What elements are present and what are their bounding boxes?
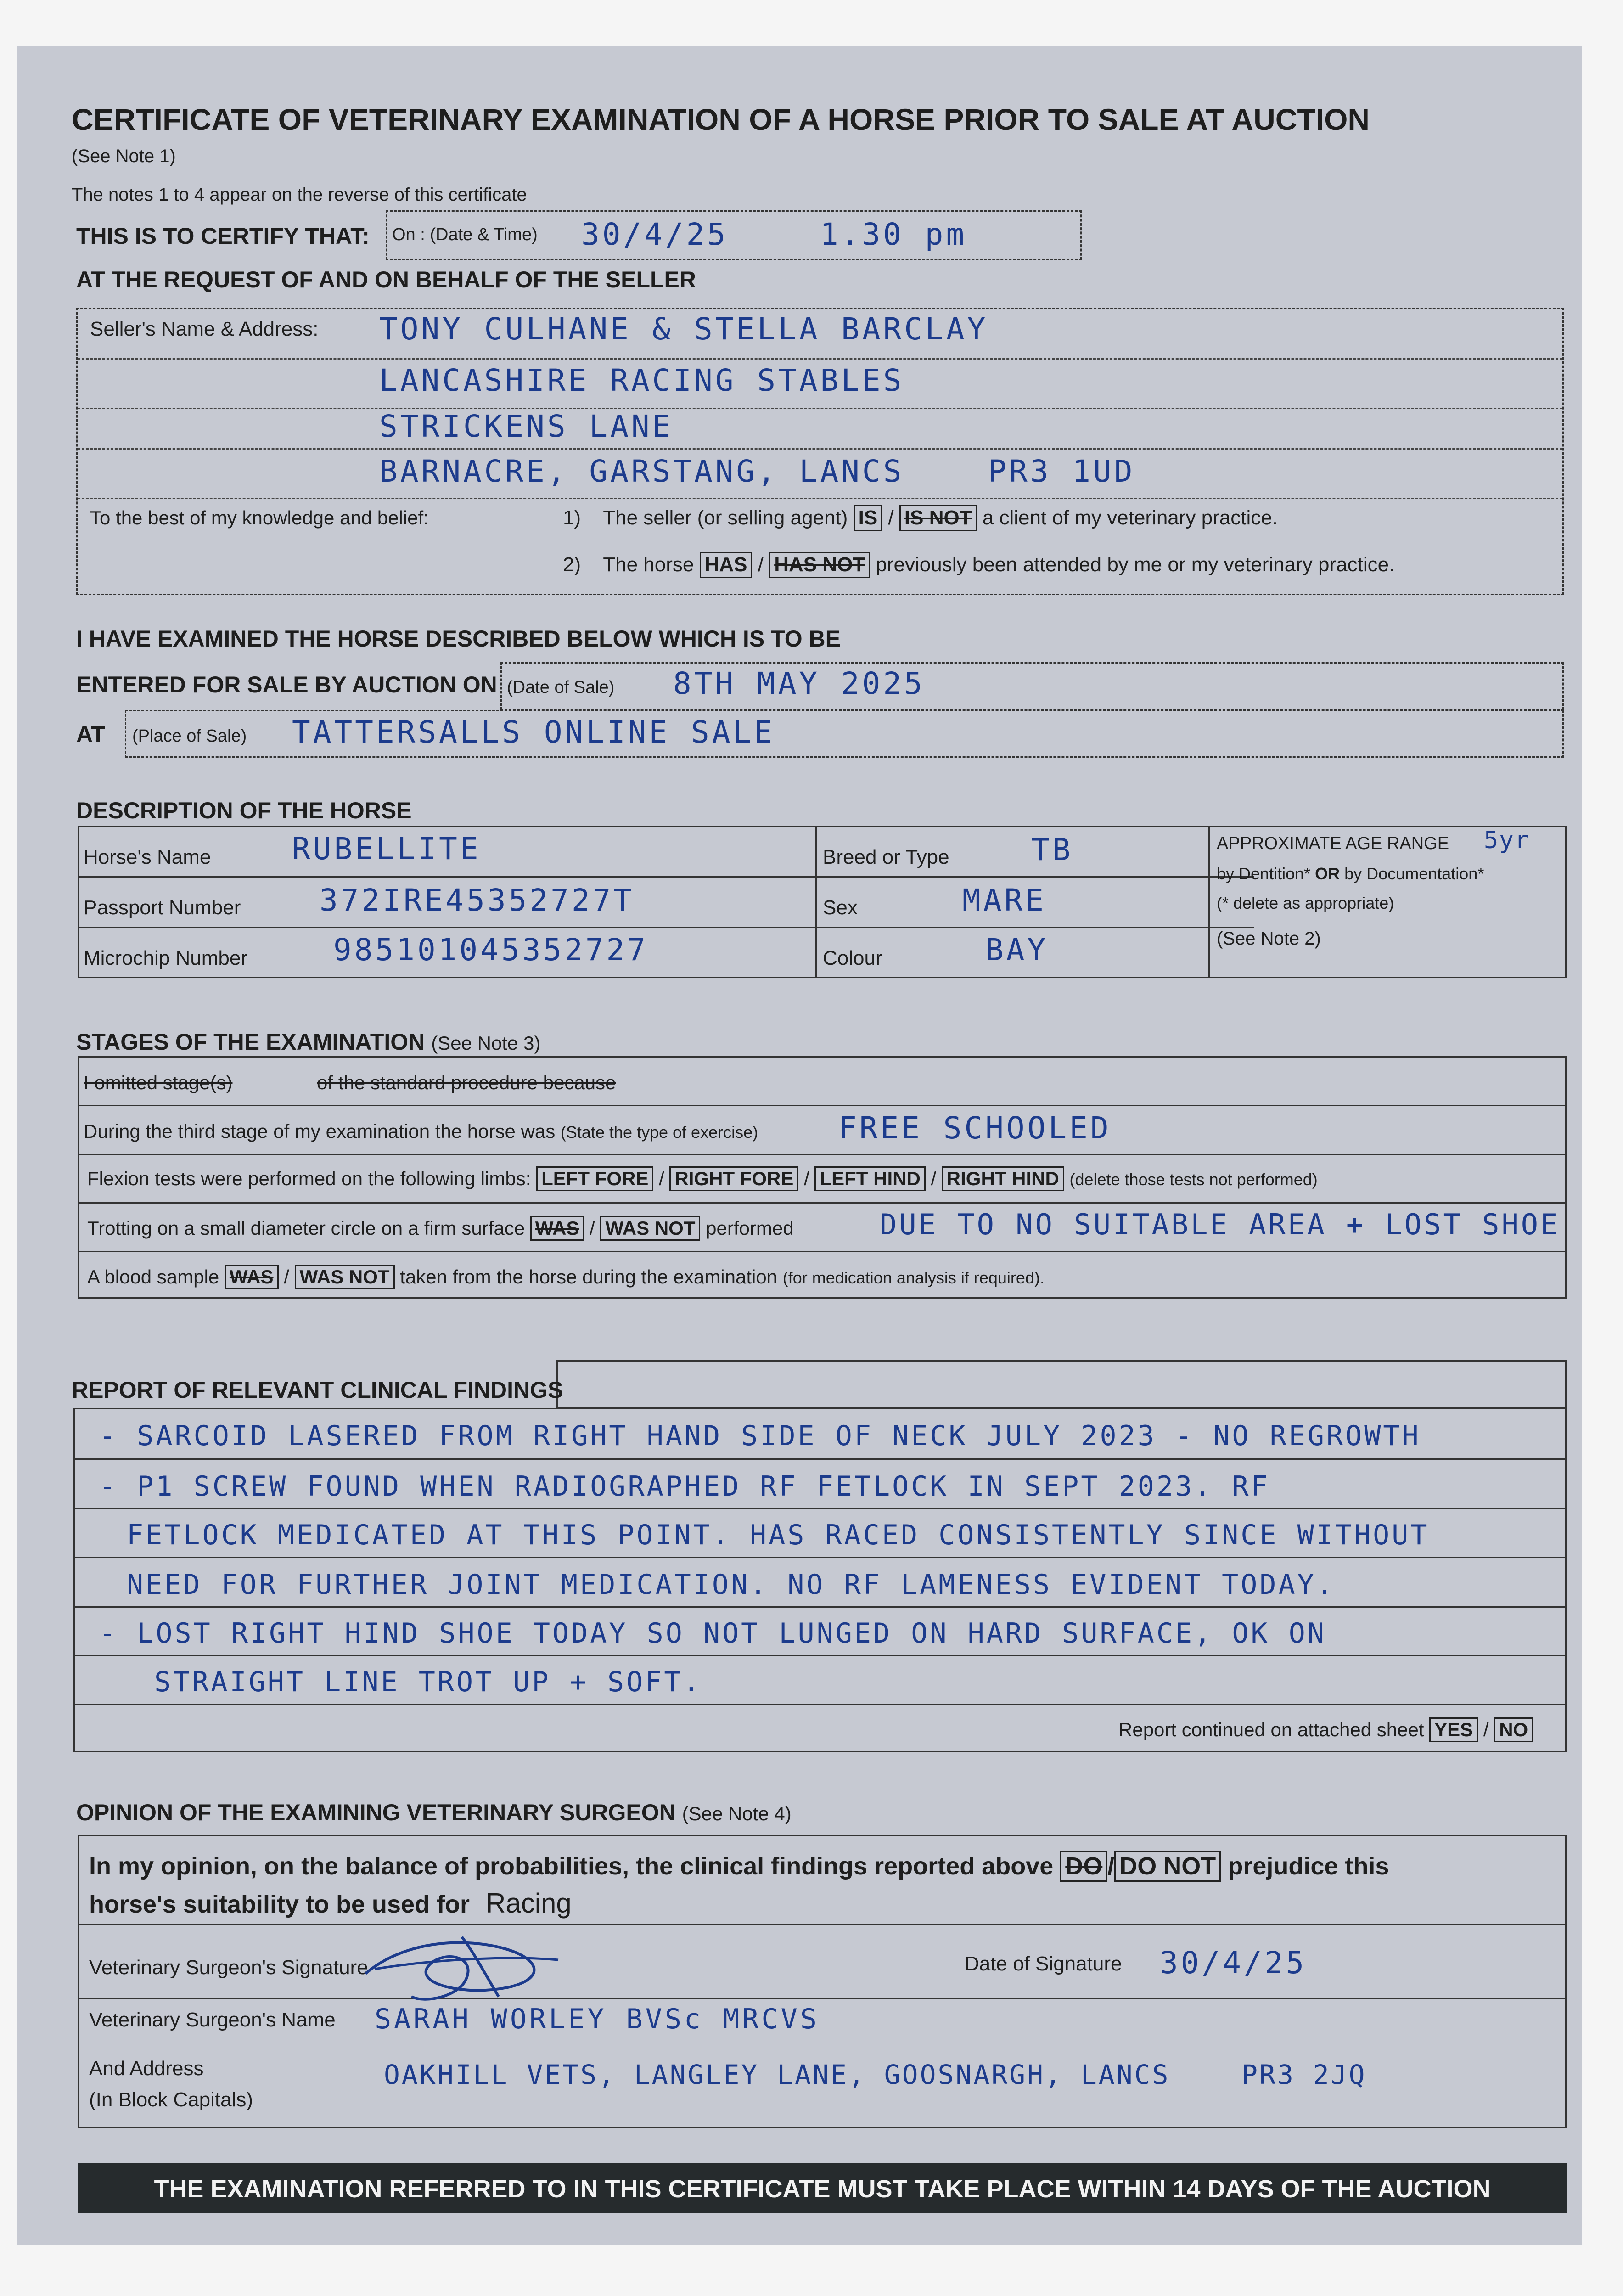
option-has[interactable]: HAS [700, 552, 753, 578]
third-stage-line [84, 1120, 758, 1142]
date-of-sale: 8TH MAY 2025 [673, 666, 925, 701]
certificate-page [17, 46, 1582, 2245]
blood-pre: A blood sample [87, 1266, 219, 1288]
certify-label: THIS IS TO CERTIFY THAT: [76, 223, 370, 249]
report-line-4: NEED FOR FURTHER JOINT MEDICATION. NO RF LAMENESS EVIDENT TODAY. [127, 1569, 1335, 1601]
breed-label: Breed or Type [823, 846, 949, 868]
place-of-sale-label: (Place of Sale) [132, 726, 247, 746]
continued-yes[interactable]: YES [1429, 1717, 1478, 1742]
description-heading: DESCRIPTION OF THE HORSE [76, 798, 412, 823]
third-stage-label: During the third stage of my examination the horse was [84, 1120, 556, 1142]
separator: / [1107, 1852, 1115, 1880]
signature-label: Veterinary Surgeon's Signature [89, 1956, 368, 1979]
opinion-pre: In my opinion, on the balance of probabilities, the clinical findings reported above [89, 1852, 1054, 1880]
seller-line-4: BARNACRE, GARSTANG, LANCS PR3 1UD [379, 454, 1135, 489]
separator: / [590, 1217, 595, 1239]
blood-line [87, 1265, 1045, 1289]
flexion-note: (delete those tests not performed) [1069, 1170, 1318, 1189]
separator: / [931, 1168, 937, 1189]
statement-2-post: previously been attended by me or my veterinary practice. [876, 553, 1395, 576]
flexion-right-fore[interactable]: RIGHT FORE [669, 1166, 798, 1191]
report-rule [73, 1704, 1567, 1705]
age-by-dentition[interactable]: by Dentition* [1217, 864, 1311, 883]
report-line-5: - LOST RIGHT HIND SHOE TODAY SO NOT LUNGED ON HARD SURFACE, OK ON [99, 1617, 1326, 1649]
opinion-post: prejudice this [1228, 1852, 1389, 1880]
report-rule [73, 1606, 1567, 1608]
microchip-number: 985101045352727 [333, 932, 649, 968]
stages-title: STAGES OF THE EXAMINATION [76, 1029, 425, 1055]
trotting-post: performed [706, 1217, 794, 1239]
sex-value: MARE [962, 883, 1046, 918]
continued-no[interactable]: NO [1494, 1717, 1533, 1742]
table-rule [78, 876, 1254, 878]
continued-label: Report continued on attached sheet [1118, 1719, 1424, 1740]
separator: / [804, 1168, 809, 1189]
option-is-not[interactable]: IS NOT [899, 505, 977, 531]
separator: / [659, 1168, 664, 1189]
opinion-line-1 [89, 1851, 1389, 1882]
at-label: AT [76, 721, 105, 747]
examined-heading: I HAVE EXAMINED THE HORSE DESCRIBED BELOW WHICH IS TO BE [76, 626, 841, 652]
flexion-line [87, 1166, 1318, 1191]
vet-name: SARAH WORLEY BVSc MRCVS [375, 2003, 820, 2035]
seller-line [78, 448, 1562, 450]
trotting-was-not[interactable]: WAS NOT [600, 1216, 700, 1241]
report-rule [73, 1508, 1567, 1509]
statement-2-pre: The horse [603, 553, 694, 576]
stages-note: (See Note 3) [431, 1032, 541, 1054]
opinion-rule [78, 1924, 1567, 1925]
third-stage-value: FREE SCHOOLED [838, 1110, 1112, 1146]
vet-address: OAKHILL VETS, LANGLEY LANE, GOOSNARGH, LANCS PR3 2JQ [384, 2059, 1367, 2090]
title-note: (See Note 1) [72, 146, 176, 166]
trotting-was[interactable]: WAS [530, 1216, 584, 1241]
report-heading-box [556, 1360, 1567, 1409]
trotting-label: Trotting on a small diameter circle on a firm surface [87, 1217, 525, 1239]
knowledge-label: To the best of my knowledge and belief: [90, 507, 429, 529]
report-line-1: - SARCOID LASERED FROM RIGHT HAND SIDE OF NECK JULY 2023 - NO REGROWTH [99, 1420, 1421, 1452]
statement-1-post: a client of my veterinary practice. [982, 506, 1278, 529]
flexion-right-hind[interactable]: RIGHT HIND [942, 1166, 1064, 1191]
omitted-stage-label: I omitted stage(s) [84, 1072, 233, 1093]
microchip-label: Microchip Number [84, 947, 247, 969]
passport-number: 372IRE45352727T [320, 883, 635, 918]
age-delete-note: (* delete as appropriate) [1217, 894, 1394, 912]
blood-post: taken from the horse during the examination [400, 1266, 778, 1288]
seller-line-2: LANCASHIRE RACING STABLES [379, 363, 904, 398]
opinion-title: OPINION OF THE EXAMINING VETERINARY SURGEON [76, 1800, 676, 1825]
statement-1-num: 1) [563, 506, 581, 529]
vet-name-label: Veterinary Surgeon's Name [89, 2009, 336, 2031]
address-label: And Address [89, 2057, 204, 2080]
statement-1-pre: The seller (or selling agent) [603, 506, 848, 529]
option-is[interactable]: IS [854, 505, 883, 531]
exam-time: 1.30 pm [820, 217, 967, 252]
suitability-label: horse's suitability to be used for [89, 1891, 470, 1918]
horse-name: RUBELLITE [292, 831, 481, 867]
age-or: OR [1315, 864, 1340, 883]
request-heading: AT THE REQUEST OF AND ON BEHALF OF THE SELLER [76, 267, 696, 293]
report-line-2: - P1 SCREW FOUND WHEN RADIOGRAPHED RF FETLOCK IN SEPT 2023. RF [99, 1470, 1270, 1503]
age-label: APPROXIMATE AGE RANGE [1217, 834, 1449, 853]
report-continued [1118, 1717, 1533, 1742]
seller-line [78, 408, 1562, 409]
opinion-heading [76, 1799, 792, 1826]
statement-2 [563, 552, 1394, 578]
opinion-line-2 [89, 1887, 572, 1919]
seller-line-3: STRICKENS LANE [379, 409, 674, 444]
option-do[interactable]: DO [1060, 1851, 1107, 1882]
entered-label: ENTERED FOR SALE BY AUCTION ON [76, 672, 497, 698]
date-time-label: On : (Date & Time) [392, 225, 538, 244]
notes-line: The notes 1 to 4 appear on the reverse of this certificate [72, 185, 527, 205]
trotting-line [87, 1216, 794, 1241]
table-rule [78, 1105, 1567, 1106]
table-rule [1208, 826, 1210, 978]
flexion-left-fore[interactable]: LEFT FORE [536, 1166, 653, 1191]
age-see-note: (See Note 2) [1217, 929, 1321, 949]
separator: / [1483, 1719, 1489, 1740]
table-rule [78, 1202, 1567, 1204]
age-value: 5yr [1484, 827, 1530, 854]
trotting-reason: DUE TO NO SUITABLE AREA + LOST SHOE [880, 1208, 1560, 1241]
separator: / [284, 1266, 289, 1288]
blood-was-not[interactable]: WAS NOT [295, 1265, 395, 1289]
seller-line [78, 498, 1562, 499]
flexion-left-hind[interactable]: LEFT HIND [814, 1166, 925, 1191]
date-of-signature-label: Date of Signature [965, 1953, 1122, 1975]
statement-2-num: 2) [563, 553, 581, 576]
breed-value: TB [1031, 832, 1073, 867]
seller-label: Seller's Name & Address: [90, 318, 319, 340]
age-method [1217, 864, 1484, 884]
separator: / [758, 553, 764, 576]
report-rule [73, 1458, 1567, 1460]
opinion-rule [78, 1998, 1567, 1999]
omitted-because: of the standard procedure because [317, 1072, 616, 1093]
colour-label: Colour [823, 947, 882, 969]
report-heading: REPORT OF RELEVANT CLINICAL FINDINGS [72, 1377, 563, 1403]
date-of-signature: 30/4/25 [1160, 1945, 1307, 1981]
report-rule [73, 1655, 1567, 1656]
certificate-title: CERTIFICATE OF VETERINARY EXAMINATION OF A HORSE PRIOR TO SALE AT AUCTION [72, 102, 1370, 136]
footer-banner-text: THE EXAMINATION REFERRED TO IN THIS CERTIFICATE MUST TAKE PLACE WITHIN 14 DAYS OF THE AUCTION [154, 2175, 1491, 2203]
opinion-note: (See Note 4) [682, 1803, 792, 1824]
exam-date: 30/4/25 [581, 217, 729, 252]
date-of-sale-label: (Date of Sale) [507, 678, 615, 697]
table-rule [815, 826, 817, 978]
seller-line [78, 358, 1562, 360]
blood-note: (for medication analysis if required). [782, 1268, 1045, 1287]
option-do-not[interactable]: DO NOT [1114, 1851, 1221, 1882]
sex-label: Sex [823, 896, 858, 919]
date-of-sale-box [500, 662, 1564, 710]
seller-line-1: TONY CULHANE & STELLA BARCLAY [379, 311, 988, 347]
horse-name-label: Horse's Name [84, 846, 211, 868]
separator: / [888, 506, 894, 529]
suitability-use: Racing [486, 1888, 572, 1919]
passport-label: Passport Number [84, 896, 241, 919]
option-has-not[interactable]: HAS NOT [769, 552, 870, 578]
place-of-sale: TATTERSALLS ONLINE SALE [292, 715, 775, 750]
signature-mark [356, 1928, 577, 2006]
table-rule [78, 927, 1254, 928]
address-label-caps: (In Block Capitals) [89, 2088, 253, 2111]
stages-heading [76, 1029, 540, 1055]
colour-value: BAY [985, 932, 1049, 968]
report-line-3: FETLOCK MEDICATED AT THIS POINT. HAS RACED CONSISTENTLY SINCE WITHOUT [127, 1519, 1430, 1551]
age-by-documentation[interactable]: by Documentation* [1344, 864, 1484, 883]
statement-1 [563, 505, 1278, 531]
report-line-6: STRAIGHT LINE TROT UP + SOFT. [154, 1666, 702, 1698]
table-rule [78, 1154, 1567, 1155]
report-rule [73, 1557, 1567, 1558]
table-rule [78, 1251, 1567, 1252]
third-stage-note: (State the type of exercise) [560, 1123, 758, 1142]
flexion-label: Flexion tests were performed on the following limbs: [87, 1168, 531, 1189]
blood-was[interactable]: WAS [225, 1265, 279, 1289]
